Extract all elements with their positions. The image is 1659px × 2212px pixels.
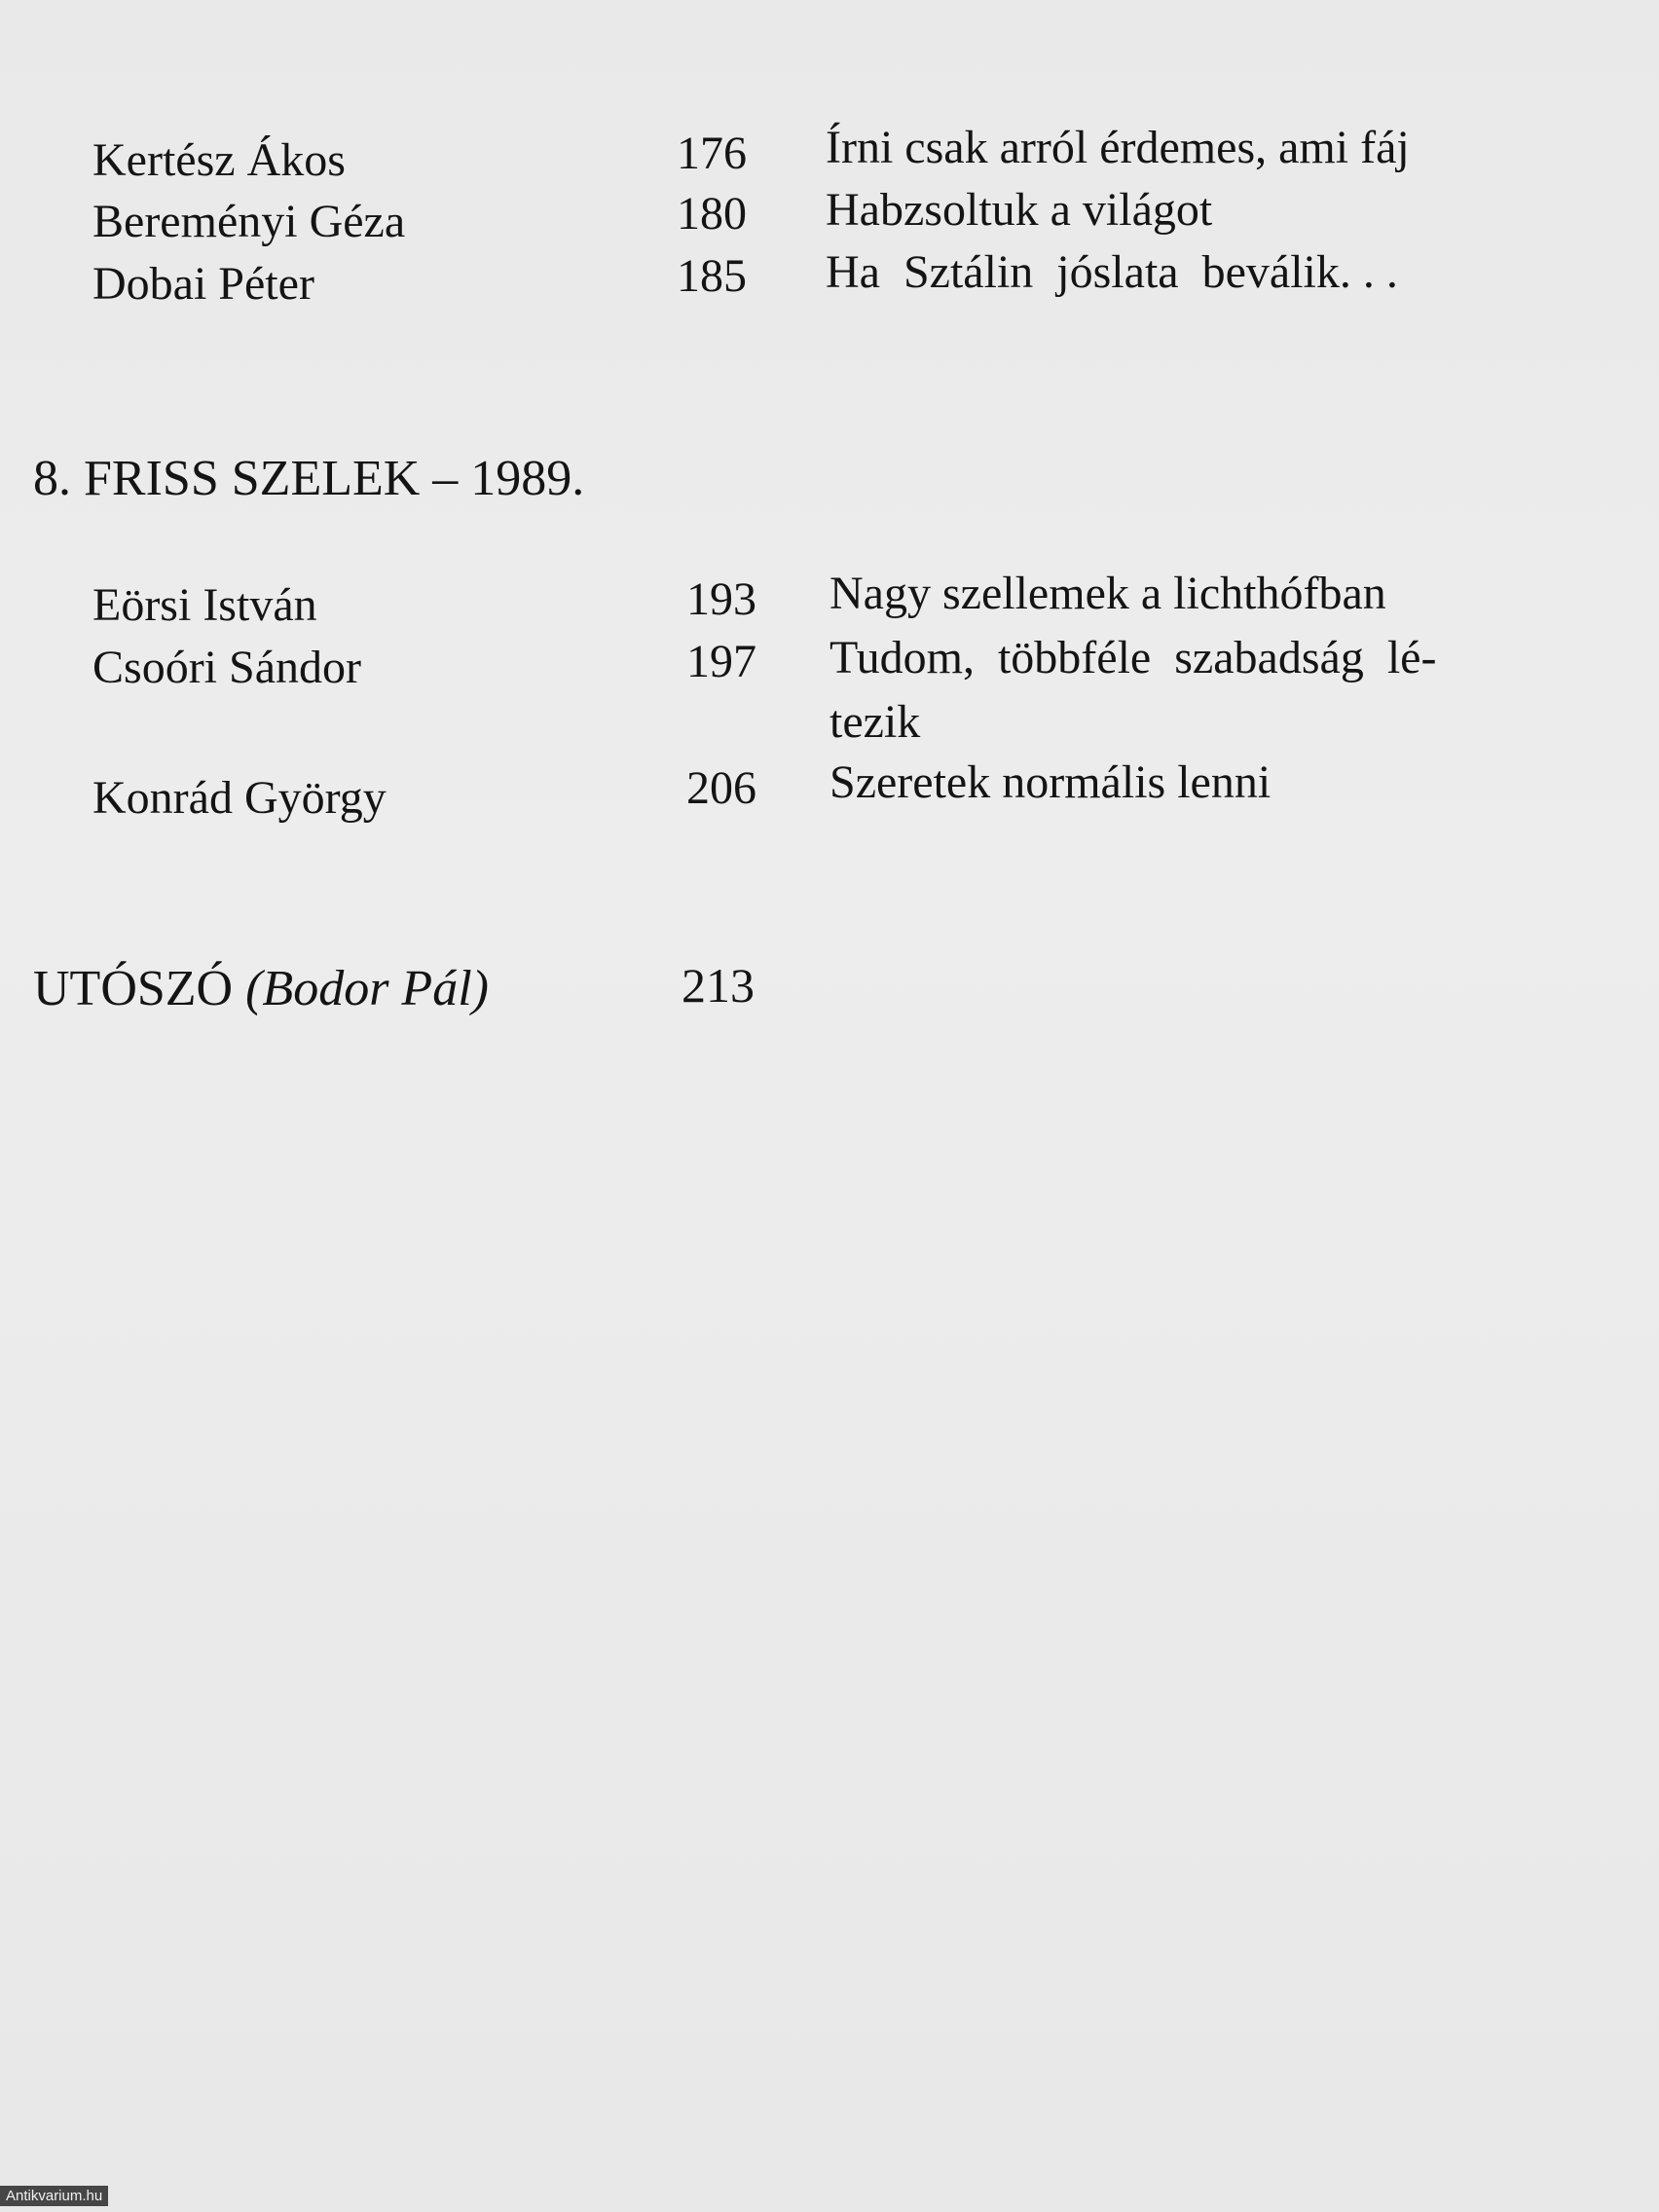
toc-page-number: 197 [686, 636, 756, 687]
toc-title: Habzsoltuk a világot [826, 184, 1213, 236]
toc-title-line-1: Tudom, többféle szabadság lé- [830, 632, 1437, 683]
watermark-label: Antikvarium.hu [0, 2186, 108, 2206]
toc-author: Bereményi Géza [92, 196, 406, 247]
toc-title: Szeretek normális lenni [830, 756, 1272, 808]
toc-title: Írni csak arról érdemes, ami fáj [826, 122, 1410, 173]
afterword-entry [33, 958, 489, 1020]
toc-page-number: 206 [686, 762, 756, 814]
toc-page-number: 180 [677, 188, 747, 240]
toc-author: Eörsi István [92, 579, 317, 631]
toc-author: Konrád György [92, 772, 387, 824]
afterword-author: (Bodor Pál) [245, 961, 489, 1016]
toc-title: Ha Sztálin jóslata beválik. . . [826, 246, 1398, 298]
toc-author: Dobai Péter [92, 258, 314, 310]
toc-page-number: 185 [677, 250, 747, 302]
toc-page-number: 193 [686, 573, 756, 625]
toc-page-number: 176 [677, 128, 747, 179]
toc-author: Csoóri Sándor [92, 642, 361, 693]
toc-title: Nagy szellemek a lichthófban [830, 568, 1386, 619]
toc-author: Kertész Ákos [92, 134, 346, 186]
toc-title-line-2: tezik [830, 696, 921, 748]
section-heading: 8. FRISS SZELEK – 1989. [33, 451, 585, 506]
afterword-label: UTÓSZÓ [33, 961, 234, 1016]
afterword-page-number: 213 [682, 958, 755, 1013]
